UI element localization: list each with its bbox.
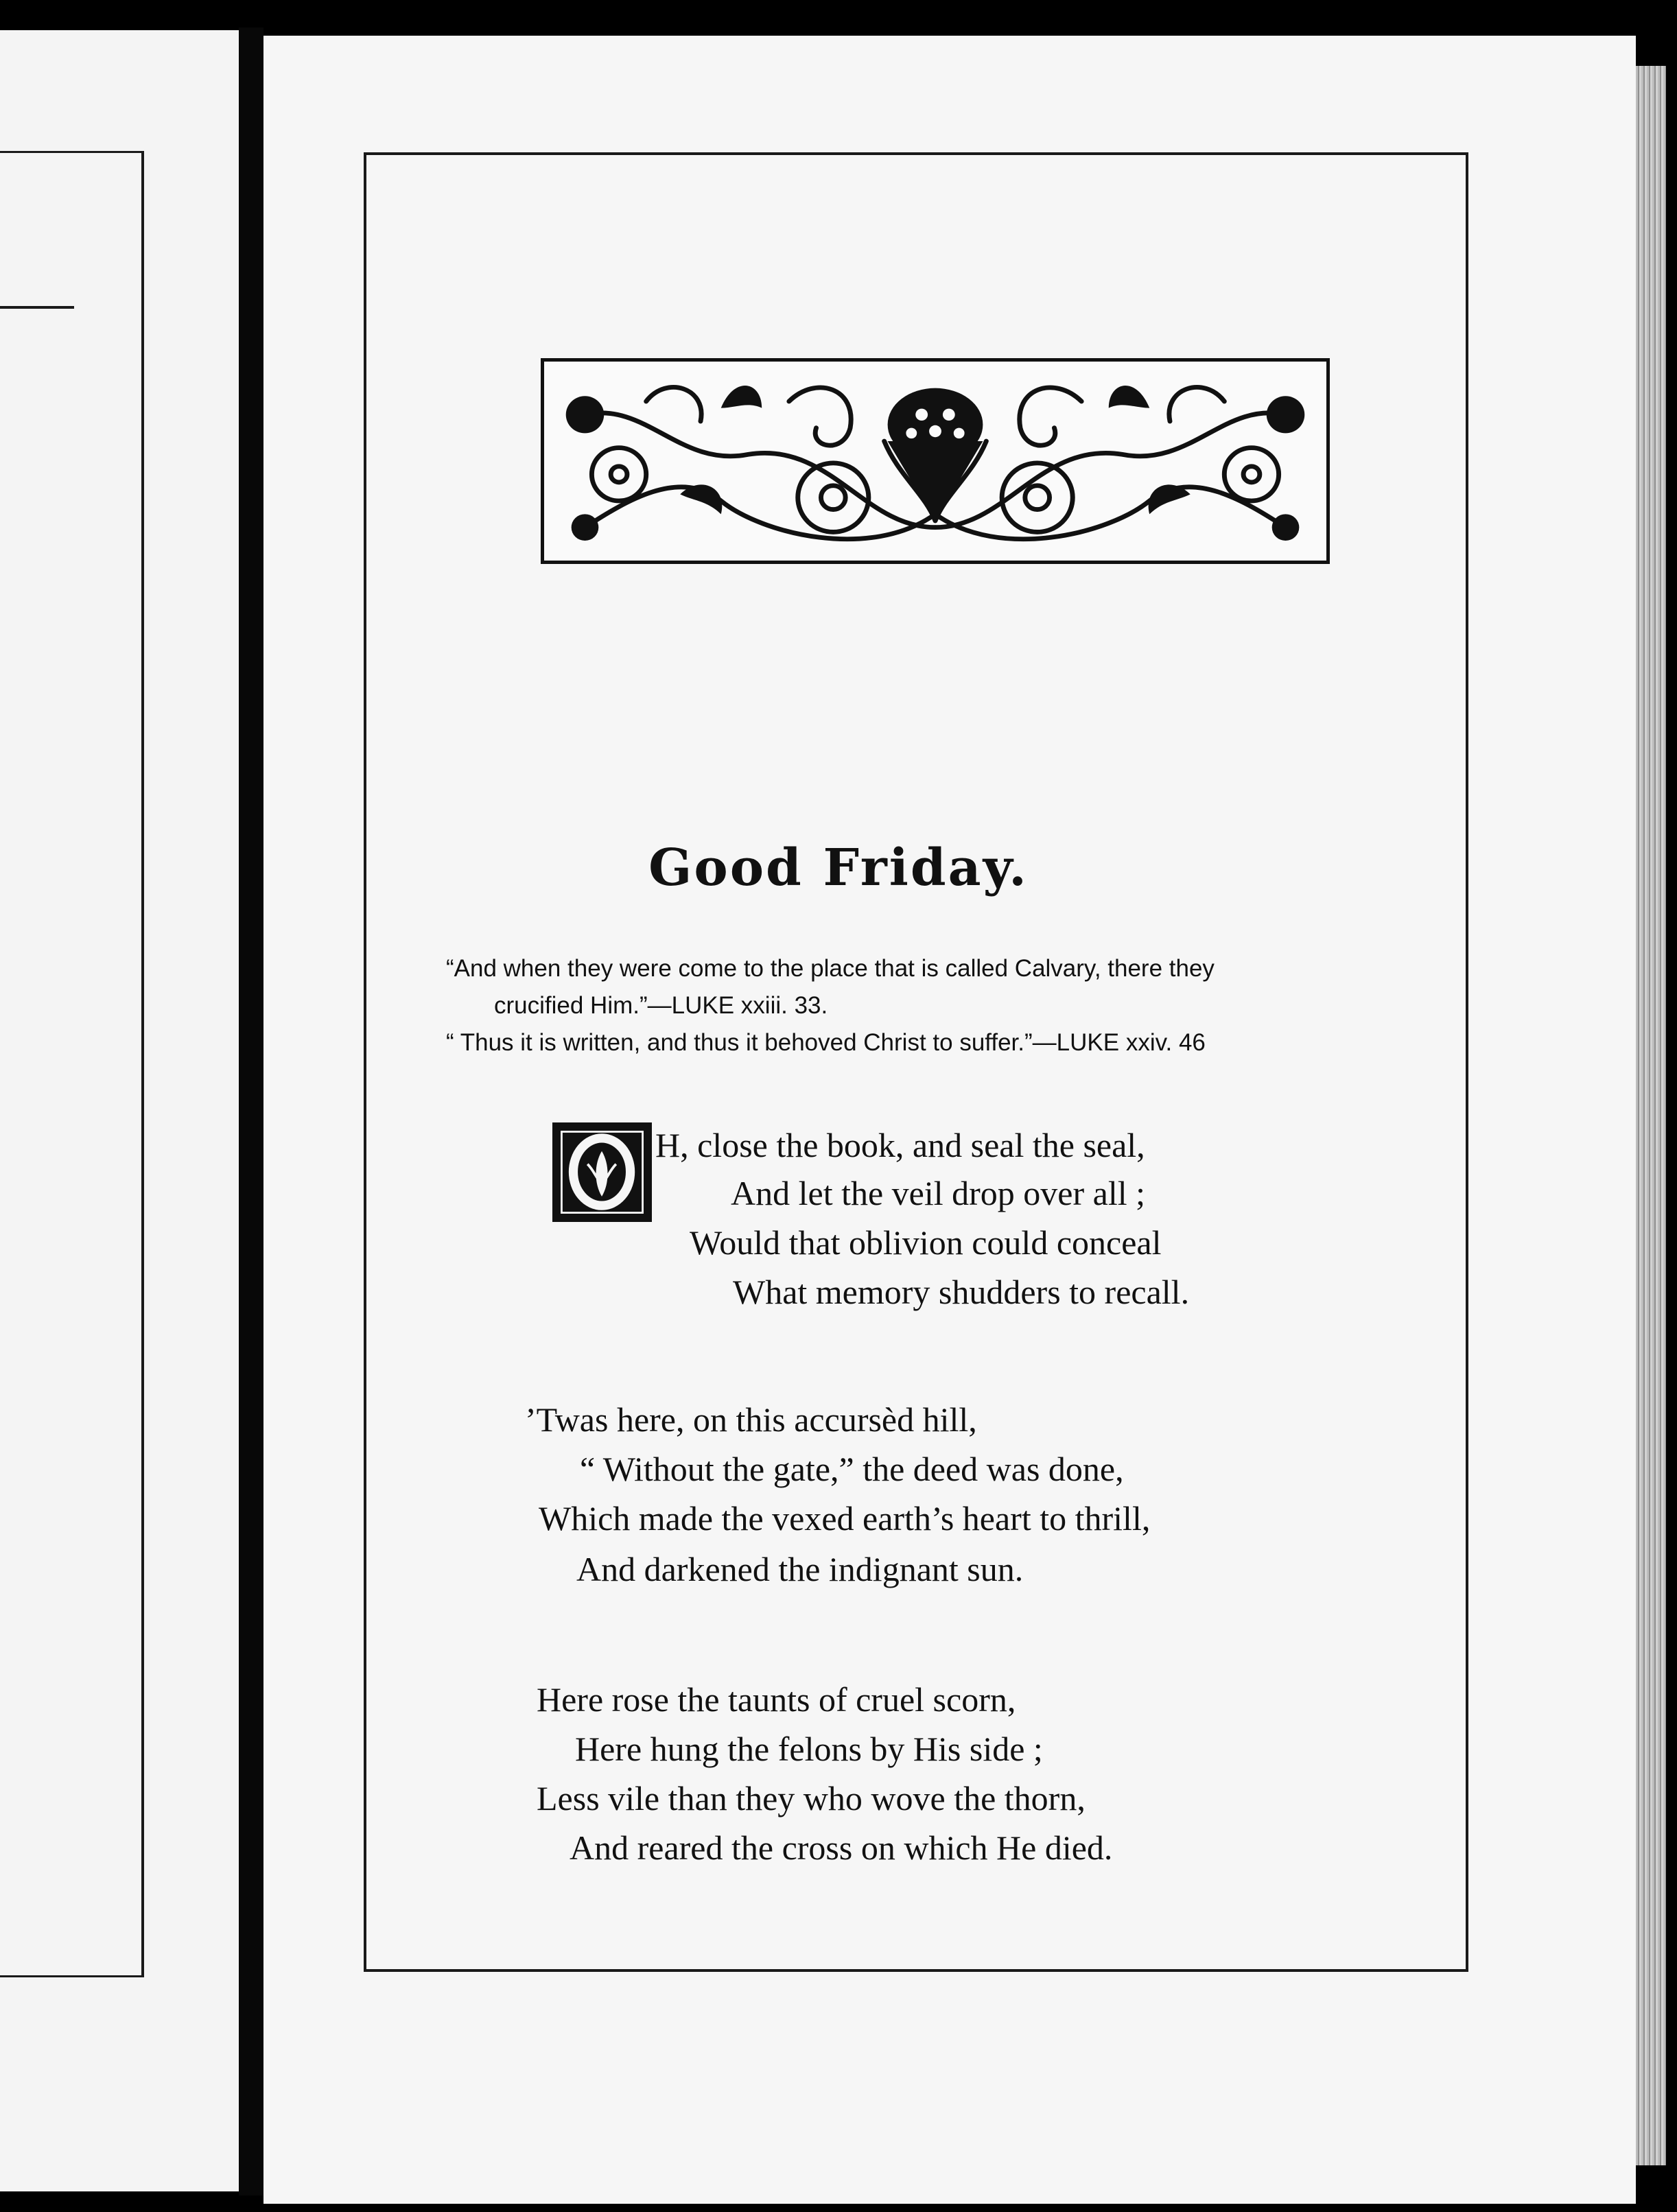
epigraph-line-3: “ Thus it is written, and thus it behoved Christ to suffer.”—LUKE xxiv. 46 <box>446 1029 1206 1056</box>
epigraph-line-2: crucified Him.”—LUKE xxiii. 33. <box>494 992 828 1019</box>
left-page <box>0 30 239 2191</box>
floral-ornament-icon <box>541 358 1330 564</box>
stanza-3-line-3: Less vile than they who wove the thorn, <box>537 1779 1086 1817</box>
foliate-initial-icon <box>552 1122 652 1222</box>
poem-title: Good Friday. <box>648 838 1029 897</box>
stanza-1-line-2: And let the veil drop over all ; <box>731 1174 1146 1212</box>
left-page-rule <box>0 306 74 309</box>
stanza-3-line-2: Here hung the felons by His side ; <box>575 1730 1043 1768</box>
stanza-3-line-1: Here rose the taunts of cruel scorn, <box>537 1680 1016 1719</box>
stanza-2-line-3: Which made the vexed earth’s heart to thrill, <box>539 1499 1151 1538</box>
stanza-1-line-1: H, close the book, and seal the seal, <box>655 1126 1145 1164</box>
stanza-2-line-2: “ Without the gate,” the deed was done, <box>580 1450 1124 1488</box>
book-gutter <box>239 27 263 2196</box>
stanza-2-line-4: And darkened the indignant sun. <box>576 1550 1024 1588</box>
stanza-3-line-4: And reared the cross on which He died. <box>570 1828 1113 1867</box>
stanza-1-line-3: Would that oblivion could conceal <box>690 1223 1162 1262</box>
left-page-frame <box>0 151 144 1977</box>
stanza-1-line-4: What memory shudders to recall. <box>733 1273 1190 1311</box>
stanza-2-line-1: ’Twas here, on this accursèd hill, <box>525 1400 977 1439</box>
epigraph-line-1: “And when they were come to the place that is called Calvary, there they <box>446 955 1215 982</box>
page-edges <box>1636 66 1666 2165</box>
